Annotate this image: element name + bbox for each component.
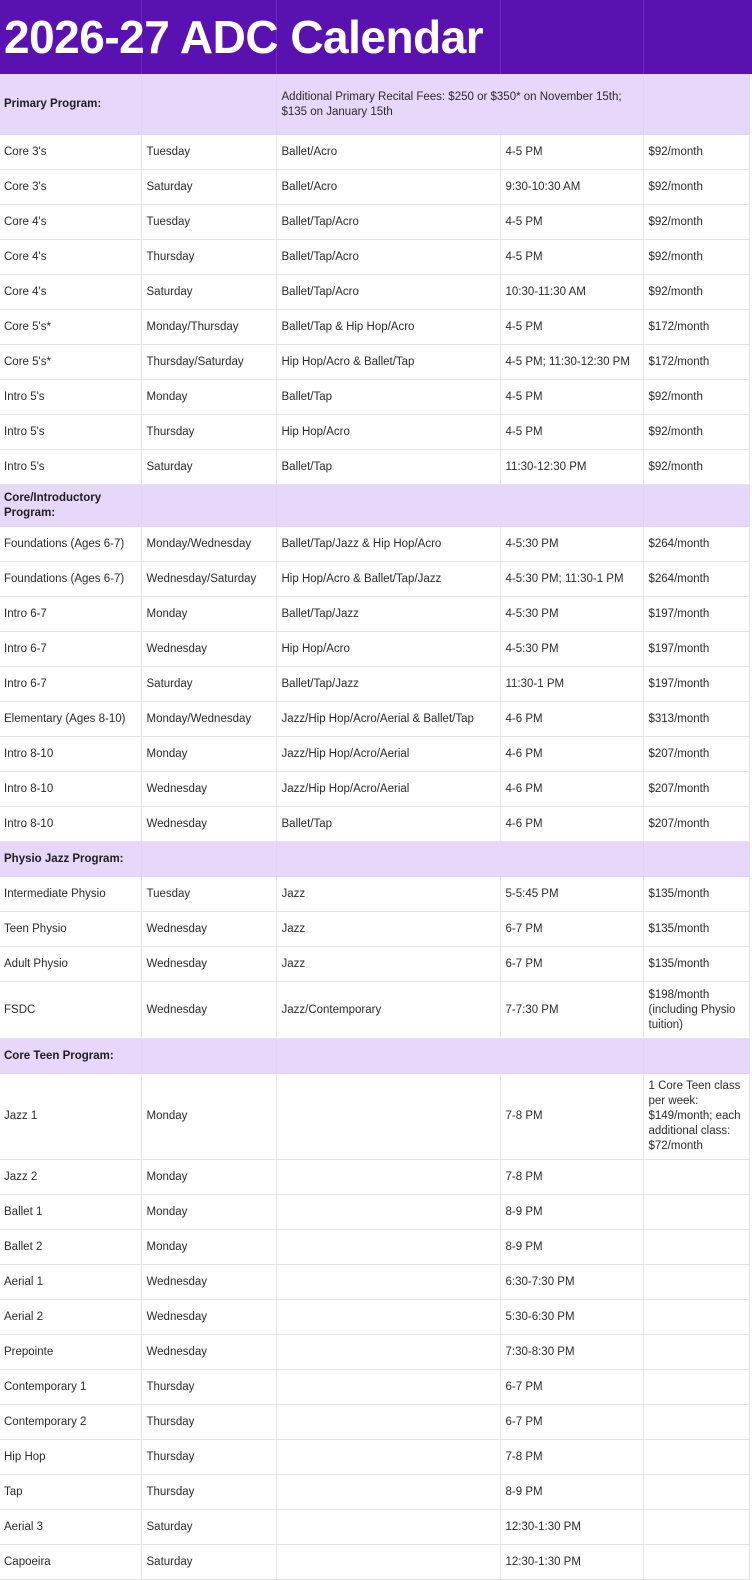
section-empty-cell — [643, 1039, 749, 1074]
cell-time: 4-5:30 PM — [500, 527, 643, 562]
cell-tuition: $92/month — [643, 240, 749, 275]
cell-time: 5-5:45 PM — [500, 877, 643, 912]
cell-time: 4-5:30 PM — [500, 632, 643, 667]
cell-class-name: Core 3's — [0, 135, 141, 170]
column-divider — [500, 0, 501, 74]
cell-class-name: Capoeira — [0, 1545, 141, 1580]
cell-style: Ballet/Tap/Jazz & Hip Hop/Acro — [276, 527, 500, 562]
cell-time: 12:30-1:30 PM — [500, 1510, 643, 1545]
section-empty-cell — [643, 75, 749, 135]
cell-tuition — [643, 1440, 749, 1475]
cell-tuition: $135/month — [643, 877, 749, 912]
cell-tuition: $92/month — [643, 415, 749, 450]
section-note — [276, 1039, 643, 1074]
section-empty-cell — [643, 485, 749, 527]
cell-tuition — [643, 1230, 749, 1265]
cell-class-name: Intro 6-7 — [0, 667, 141, 702]
cell-time: 6-7 PM — [500, 912, 643, 947]
section-header-row — [0, 485, 749, 527]
cell-tuition: $197/month — [643, 667, 749, 702]
table-row — [0, 1074, 749, 1160]
cell-tuition: $207/month — [643, 772, 749, 807]
cell-style — [276, 1440, 500, 1475]
table-row — [0, 947, 749, 982]
section-empty-cell — [141, 842, 276, 877]
cell-class-name: Aerial 2 — [0, 1300, 141, 1335]
page-title: 2026-27 ADC Calendar — [4, 11, 484, 63]
cell-time: 11:30-1 PM — [500, 667, 643, 702]
table-row — [0, 1440, 749, 1475]
cell-tuition: $172/month — [643, 345, 749, 380]
cell-tuition: $135/month — [643, 947, 749, 982]
cell-style: Ballet/Tap — [276, 807, 500, 842]
cell-time: 6-7 PM — [500, 947, 643, 982]
cell-class-name: Aerial 1 — [0, 1265, 141, 1300]
cell-class-name: Intro 5's — [0, 415, 141, 450]
cell-time: 4-5:30 PM — [500, 597, 643, 632]
cell-style: Ballet/Tap & Hip Hop/Acro — [276, 310, 500, 345]
cell-day: Saturday — [141, 450, 276, 485]
cell-class-name: Ballet 2 — [0, 1230, 141, 1265]
cell-class-name: Foundations (Ages 6-7) — [0, 527, 141, 562]
cell-tuition: $92/month — [643, 380, 749, 415]
table-row — [0, 982, 749, 1039]
cell-style: Jazz/Hip Hop/Acro/Aerial — [276, 737, 500, 772]
cell-day: Thursday — [141, 1405, 276, 1440]
schedule-table — [0, 74, 750, 1580]
table-row — [0, 1475, 749, 1510]
cell-style: Jazz/Hip Hop/Acro/Aerial & Ballet/Tap — [276, 702, 500, 737]
cell-style: Hip Hop/Acro — [276, 415, 500, 450]
cell-day: Saturday — [141, 1545, 276, 1580]
table-row — [0, 632, 749, 667]
table-row — [0, 1300, 749, 1335]
cell-tuition: $135/month — [643, 912, 749, 947]
cell-tuition: $264/month — [643, 527, 749, 562]
cell-class-name: Elementary (Ages 8-10) — [0, 702, 141, 737]
cell-time: 7-8 PM — [500, 1440, 643, 1475]
table-row — [0, 205, 749, 240]
cell-class-name: Intro 5's — [0, 380, 141, 415]
cell-style — [276, 1230, 500, 1265]
cell-day: Wednesday — [141, 632, 276, 667]
cell-class-name: Core 5's* — [0, 345, 141, 380]
cell-day: Saturday — [141, 1510, 276, 1545]
cell-tuition — [643, 1160, 749, 1195]
table-row — [0, 275, 749, 310]
table-row — [0, 702, 749, 737]
cell-class-name: Core 4's — [0, 205, 141, 240]
cell-tuition — [643, 1475, 749, 1510]
table-row — [0, 1160, 749, 1195]
cell-class-name: Intro 6-7 — [0, 597, 141, 632]
cell-class-name: Core 4's — [0, 275, 141, 310]
cell-day: Monday/Wednesday — [141, 702, 276, 737]
cell-style: Ballet/Tap/Acro — [276, 275, 500, 310]
cell-style: Jazz — [276, 877, 500, 912]
cell-day: Monday — [141, 597, 276, 632]
cell-tuition — [643, 1195, 749, 1230]
cell-tuition — [643, 1545, 749, 1580]
cell-day: Wednesday — [141, 1300, 276, 1335]
cell-style — [276, 1510, 500, 1545]
cell-tuition: $207/month — [643, 737, 749, 772]
cell-class-name: Aerial 3 — [0, 1510, 141, 1545]
cell-style: Ballet/Tap — [276, 450, 500, 485]
cell-time: 10:30-11:30 AM — [500, 275, 643, 310]
cell-time: 4-5 PM — [500, 380, 643, 415]
cell-day: Saturday — [141, 170, 276, 205]
cell-style: Jazz/Contemporary — [276, 982, 500, 1039]
cell-time: 12:30-1:30 PM — [500, 1545, 643, 1580]
cell-style: Hip Hop/Acro & Ballet/Tap/Jazz — [276, 562, 500, 597]
cell-style: Jazz/Hip Hop/Acro/Aerial — [276, 772, 500, 807]
table-row — [0, 170, 749, 205]
table-row — [0, 807, 749, 842]
cell-class-name: Teen Physio — [0, 912, 141, 947]
cell-day: Monday — [141, 1230, 276, 1265]
cell-tuition: 1 Core Teen class per week: $149/month; each additional class: $72/month — [643, 1074, 749, 1160]
cell-day: Wednesday/Saturday — [141, 562, 276, 597]
table-row — [0, 1335, 749, 1370]
cell-time: 4-5 PM; 11:30-12:30 PM — [500, 345, 643, 380]
cell-tuition — [643, 1265, 749, 1300]
cell-day: Saturday — [141, 275, 276, 310]
cell-time: 9:30-10:30 AM — [500, 170, 643, 205]
cell-style — [276, 1370, 500, 1405]
section-label: Core Teen Program: — [0, 1039, 141, 1074]
section-empty-cell — [141, 1039, 276, 1074]
cell-time: 6:30-7:30 PM — [500, 1265, 643, 1300]
cell-tuition: $313/month — [643, 702, 749, 737]
section-empty-cell — [141, 485, 276, 527]
cell-day: Wednesday — [141, 912, 276, 947]
cell-style — [276, 1160, 500, 1195]
section-header-row — [0, 842, 749, 877]
schedule-body — [0, 75, 749, 1580]
cell-style: Hip Hop/Acro — [276, 632, 500, 667]
cell-time: 11:30-12:30 PM — [500, 450, 643, 485]
cell-time: 4-6 PM — [500, 702, 643, 737]
cell-day: Wednesday — [141, 807, 276, 842]
cell-class-name: Intro 5's — [0, 450, 141, 485]
cell-tuition: $92/month — [643, 205, 749, 240]
cell-class-name: Intermediate Physio — [0, 877, 141, 912]
cell-tuition: $172/month — [643, 310, 749, 345]
cell-style — [276, 1195, 500, 1230]
table-row — [0, 1510, 749, 1545]
cell-class-name: Intro 8-10 — [0, 807, 141, 842]
cell-day: Monday — [141, 1160, 276, 1195]
table-row — [0, 597, 749, 632]
cell-class-name: Foundations (Ages 6-7) — [0, 562, 141, 597]
table-row — [0, 1405, 749, 1440]
section-note — [276, 842, 643, 877]
cell-day: Tuesday — [141, 205, 276, 240]
cell-style: Ballet/Acro — [276, 135, 500, 170]
section-note: Additional Primary Recital Fees: $250 or $350* on November 15th; $135 on January 15th — [276, 75, 643, 135]
title-bar — [0, 0, 752, 74]
table-row — [0, 1195, 749, 1230]
cell-style: Ballet/Tap/Jazz — [276, 597, 500, 632]
cell-time: 4-6 PM — [500, 772, 643, 807]
cell-time: 4-6 PM — [500, 807, 643, 842]
section-label: Primary Program: — [0, 75, 141, 135]
cell-time: 6-7 PM — [500, 1405, 643, 1440]
cell-time: 4-5:30 PM; 11:30-1 PM — [500, 562, 643, 597]
table-row — [0, 667, 749, 702]
table-row — [0, 527, 749, 562]
cell-class-name: Ballet 1 — [0, 1195, 141, 1230]
table-row — [0, 415, 749, 450]
cell-tuition — [643, 1405, 749, 1440]
cell-class-name: Core 3's — [0, 170, 141, 205]
cell-class-name: Tap — [0, 1475, 141, 1510]
cell-tuition: $264/month — [643, 562, 749, 597]
section-header-row — [0, 75, 749, 135]
section-empty-cell — [141, 75, 276, 135]
cell-tuition: $92/month — [643, 275, 749, 310]
cell-class-name: Contemporary 2 — [0, 1405, 141, 1440]
cell-day: Monday/Wednesday — [141, 527, 276, 562]
cell-tuition: $197/month — [643, 597, 749, 632]
cell-class-name: Jazz 2 — [0, 1160, 141, 1195]
cell-day: Monday — [141, 380, 276, 415]
table-row — [0, 1370, 749, 1405]
cell-style: Ballet/Tap/Acro — [276, 205, 500, 240]
cell-tuition — [643, 1300, 749, 1335]
cell-day: Thursday — [141, 1370, 276, 1405]
cell-style — [276, 1300, 500, 1335]
cell-style — [276, 1405, 500, 1440]
cell-class-name: Intro 6-7 — [0, 632, 141, 667]
cell-day: Monday — [141, 1195, 276, 1230]
cell-style: Hip Hop/Acro & Ballet/Tap — [276, 345, 500, 380]
cell-day: Monday — [141, 737, 276, 772]
cell-style — [276, 1335, 500, 1370]
cell-time: 6-7 PM — [500, 1370, 643, 1405]
cell-style: Ballet/Tap/Jazz — [276, 667, 500, 702]
cell-time: 7-8 PM — [500, 1074, 643, 1160]
section-empty-cell — [643, 842, 749, 877]
cell-class-name: Adult Physio — [0, 947, 141, 982]
table-row — [0, 310, 749, 345]
table-row — [0, 135, 749, 170]
table-row — [0, 1545, 749, 1580]
table-row — [0, 450, 749, 485]
cell-tuition: $92/month — [643, 135, 749, 170]
cell-day: Saturday — [141, 667, 276, 702]
table-row — [0, 380, 749, 415]
cell-time: 4-6 PM — [500, 737, 643, 772]
cell-day: Wednesday — [141, 772, 276, 807]
cell-class-name: Intro 8-10 — [0, 772, 141, 807]
cell-day: Tuesday — [141, 877, 276, 912]
cell-day: Thursday — [141, 240, 276, 275]
cell-style: Jazz — [276, 912, 500, 947]
cell-time: 4-5 PM — [500, 135, 643, 170]
cell-style — [276, 1475, 500, 1510]
cell-tuition — [643, 1510, 749, 1545]
cell-style: Ballet/Acro — [276, 170, 500, 205]
cell-day: Thursday — [141, 1440, 276, 1475]
cell-time: 7-8 PM — [500, 1160, 643, 1195]
cell-day: Thursday — [141, 415, 276, 450]
cell-day: Monday — [141, 1074, 276, 1160]
cell-time: 4-5 PM — [500, 240, 643, 275]
table-row — [0, 240, 749, 275]
cell-day: Thursday — [141, 1475, 276, 1510]
cell-time: 5:30-6:30 PM — [500, 1300, 643, 1335]
table-row — [0, 737, 749, 772]
table-row — [0, 345, 749, 380]
cell-class-name: Core 4's — [0, 240, 141, 275]
cell-time: 4-5 PM — [500, 205, 643, 240]
cell-day: Wednesday — [141, 947, 276, 982]
cell-style: Ballet/Tap/Acro — [276, 240, 500, 275]
table-row — [0, 912, 749, 947]
section-label: Core/Introductory Program: — [0, 485, 141, 527]
cell-tuition: $92/month — [643, 170, 749, 205]
section-header-row — [0, 1039, 749, 1074]
cell-class-name: Jazz 1 — [0, 1074, 141, 1160]
cell-tuition: $207/month — [643, 807, 749, 842]
cell-day: Tuesday — [141, 135, 276, 170]
cell-day: Wednesday — [141, 982, 276, 1039]
cell-time: 7-7:30 PM — [500, 982, 643, 1039]
cell-class-name: Intro 8-10 — [0, 737, 141, 772]
table-row — [0, 1230, 749, 1265]
cell-day: Wednesday — [141, 1265, 276, 1300]
cell-time: 4-5 PM — [500, 310, 643, 345]
cell-time: 7:30-8:30 PM — [500, 1335, 643, 1370]
section-note — [276, 485, 643, 527]
table-row — [0, 772, 749, 807]
cell-time: 4-5 PM — [500, 415, 643, 450]
cell-class-name: Core 5's* — [0, 310, 141, 345]
cell-tuition: $197/month — [643, 632, 749, 667]
section-label: Physio Jazz Program: — [0, 842, 141, 877]
cell-tuition: $198/month (including Physio tuition) — [643, 982, 749, 1039]
cell-style — [276, 1074, 500, 1160]
cell-time: 8-9 PM — [500, 1475, 643, 1510]
cell-day: Thursday/Saturday — [141, 345, 276, 380]
cell-tuition — [643, 1335, 749, 1370]
cell-tuition — [643, 1370, 749, 1405]
table-row — [0, 562, 749, 597]
cell-style: Jazz — [276, 947, 500, 982]
cell-day: Monday/Thursday — [141, 310, 276, 345]
cell-style: Ballet/Tap — [276, 380, 500, 415]
cell-class-name: FSDC — [0, 982, 141, 1039]
cell-tuition: $92/month — [643, 450, 749, 485]
cell-style — [276, 1265, 500, 1300]
cell-class-name: Contemporary 1 — [0, 1370, 141, 1405]
cell-style — [276, 1545, 500, 1580]
cell-class-name: Hip Hop — [0, 1440, 141, 1475]
cell-time: 8-9 PM — [500, 1230, 643, 1265]
cell-class-name: Prepointe — [0, 1335, 141, 1370]
cell-day: Wednesday — [141, 1335, 276, 1370]
column-divider — [643, 0, 644, 74]
table-row — [0, 1265, 749, 1300]
table-row — [0, 877, 749, 912]
cell-time: 8-9 PM — [500, 1195, 643, 1230]
